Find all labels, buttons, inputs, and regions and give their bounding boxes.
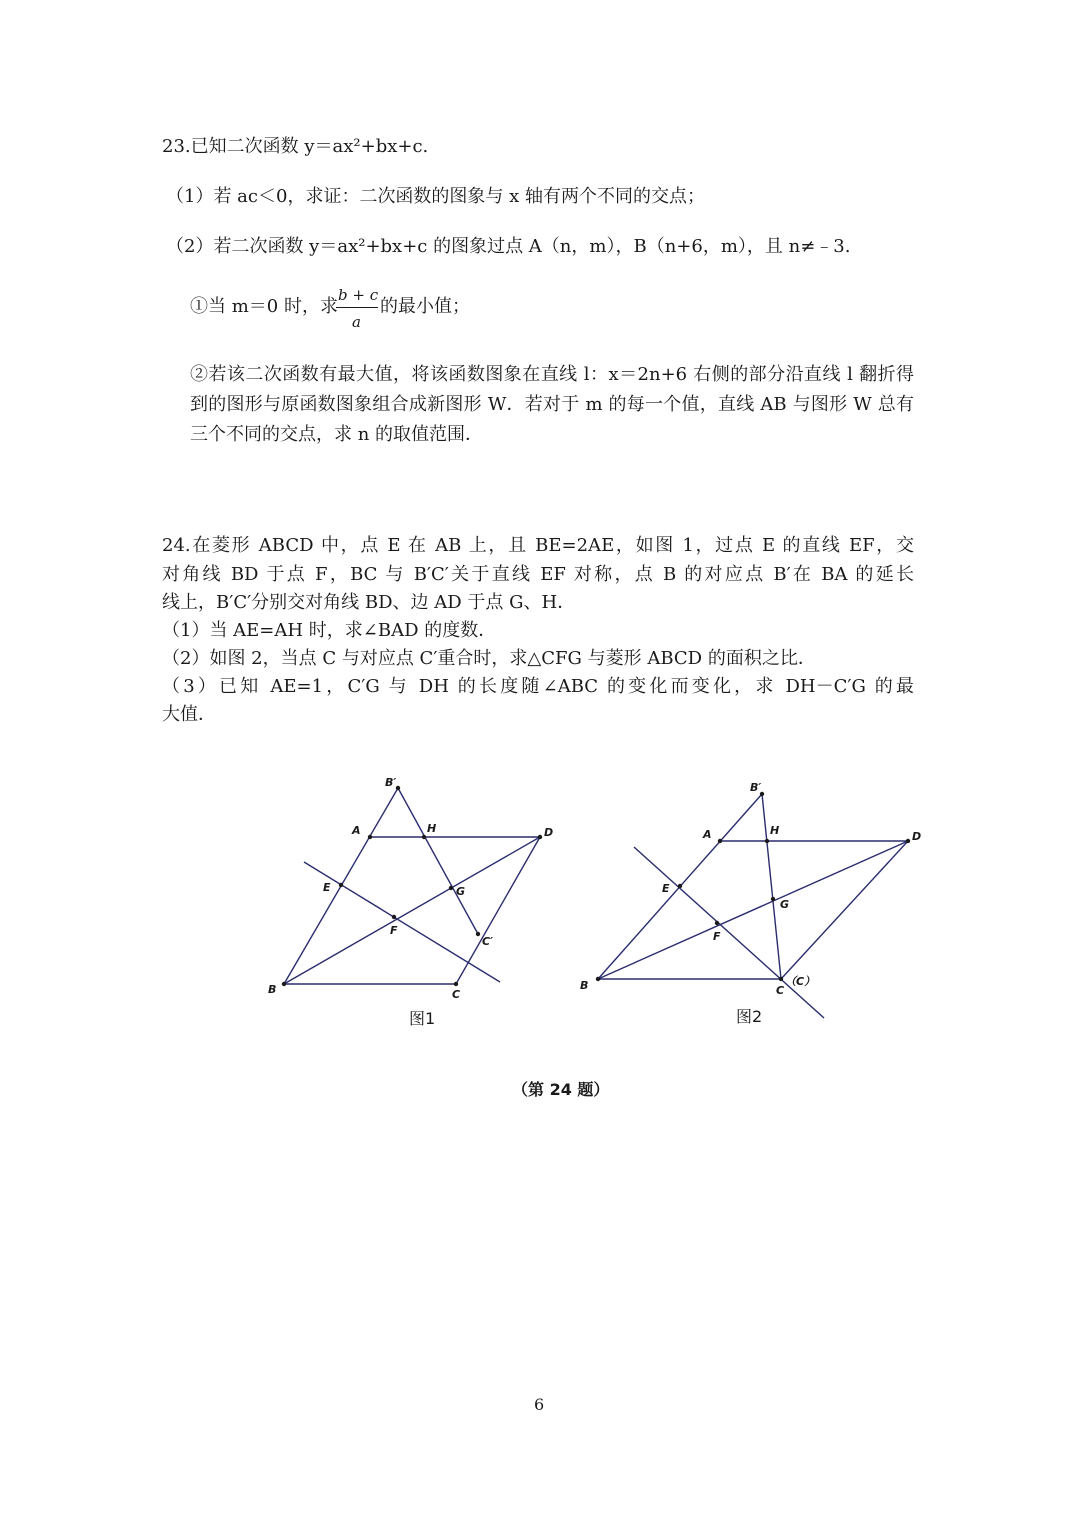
fig1-label-G: G: [456, 885, 466, 898]
q23-sub2-line3: 三个不同的交点，求 n 的取值范围．: [190, 424, 484, 445]
q24-part2: （2）如图 2，当点 C 与对应点 C′重合时，求△CFG 与菱形 ABCD 的面积之比．: [162, 648, 816, 669]
q24-part1: （1）当 AE=AH 时，求∠BAD 的度数．: [162, 620, 497, 641]
fig1-label-E: E: [323, 881, 331, 894]
fig2-side-DC: [781, 841, 908, 979]
fig1-label-Bprime: B′: [385, 776, 397, 789]
q24-part3-line2: 大值．: [162, 704, 216, 725]
fig2-label-D: D: [912, 830, 922, 843]
q24-line3: 线上，B′C′分别交对角线 BD、边 AD 于点 G、H．: [162, 592, 576, 613]
q23-sub1-suffix: 的最小值；: [380, 296, 470, 317]
fig1-label-Cprime: C′: [482, 935, 493, 948]
q23-part1: （1）若 ac＜0，求证：二次函数的图象与 x 轴有两个不同的交点；: [166, 186, 706, 207]
fig2-line-BprimeC: [762, 794, 781, 979]
fig1-label-D: D: [544, 826, 554, 839]
fig2-caption: 图2: [736, 1007, 763, 1026]
fig2-label-H: H: [770, 824, 780, 837]
fig2-label-Bprime: B′: [750, 781, 762, 794]
fig1-label-B: B: [268, 983, 277, 996]
fig2-label-C-paren: （C）: [785, 975, 816, 988]
q23-sub1-prefix: ①当 m＝0 时，求: [190, 296, 338, 317]
fig2-diagonal-BD: [598, 841, 908, 979]
fig1-caption: 图1: [409, 1009, 436, 1028]
fig1-label-C: C: [452, 988, 461, 1001]
q23-title: 23.已知二次函数 y＝ax²+bx+c.: [162, 136, 429, 157]
fig2-label-F: F: [713, 930, 721, 943]
fig2-label-C: C: [776, 984, 785, 997]
fraction-denominator: a: [352, 313, 361, 331]
fig1-label-F: F: [390, 924, 398, 937]
fig2-label-A: A: [703, 828, 712, 841]
page-number: 6: [534, 1395, 545, 1414]
fig2-label-B: B: [580, 979, 589, 992]
fig1-label-A: A: [352, 824, 361, 837]
figure-caption: （第 24 题）: [512, 1080, 610, 1099]
q23-sub2-line1: ②若该二次函数有最大值，将该函数图象在直线 l：x＝2n+6 右侧的部分沿直线 l 翻折得: [190, 364, 914, 385]
fig2-points: [596, 792, 910, 981]
q24-line1: 24.在菱形 ABCD 中，点 E 在 AB 上，且 BE=2AE，如图 1，过点 E 的直线 EF，交: [162, 535, 914, 556]
q24-part3-line1: （3）已知 AE=1，C′G 与 DH 的长度随∠ABC 的变化而变化，求 DH－C′G 的最: [162, 676, 914, 697]
fig1-label-H: H: [427, 822, 437, 835]
fig2-label-G: G: [780, 898, 790, 911]
q24-line2: 对角线 BD 于点 F，BC 与 B′C′关于直线 EF 对称，点 B 的对应点 B′在 BA 的延长: [162, 564, 914, 585]
fig2-lines: [598, 794, 908, 1018]
fig2-label-E: E: [662, 882, 670, 895]
fraction-numerator: b + c: [338, 286, 379, 304]
q23-sub2-line2: 到的图形与原函数图象组合成新图形 W．若对于 m 的每一个值，直线 AB 与图形 W 总有: [190, 394, 914, 415]
q23-part2: （2）若二次函数 y＝ax²+bx+c 的图象过点 A（n，m），B（n+6，m），且 n≠﹣3.: [166, 236, 851, 257]
fig2-line-EF: [634, 847, 824, 1018]
